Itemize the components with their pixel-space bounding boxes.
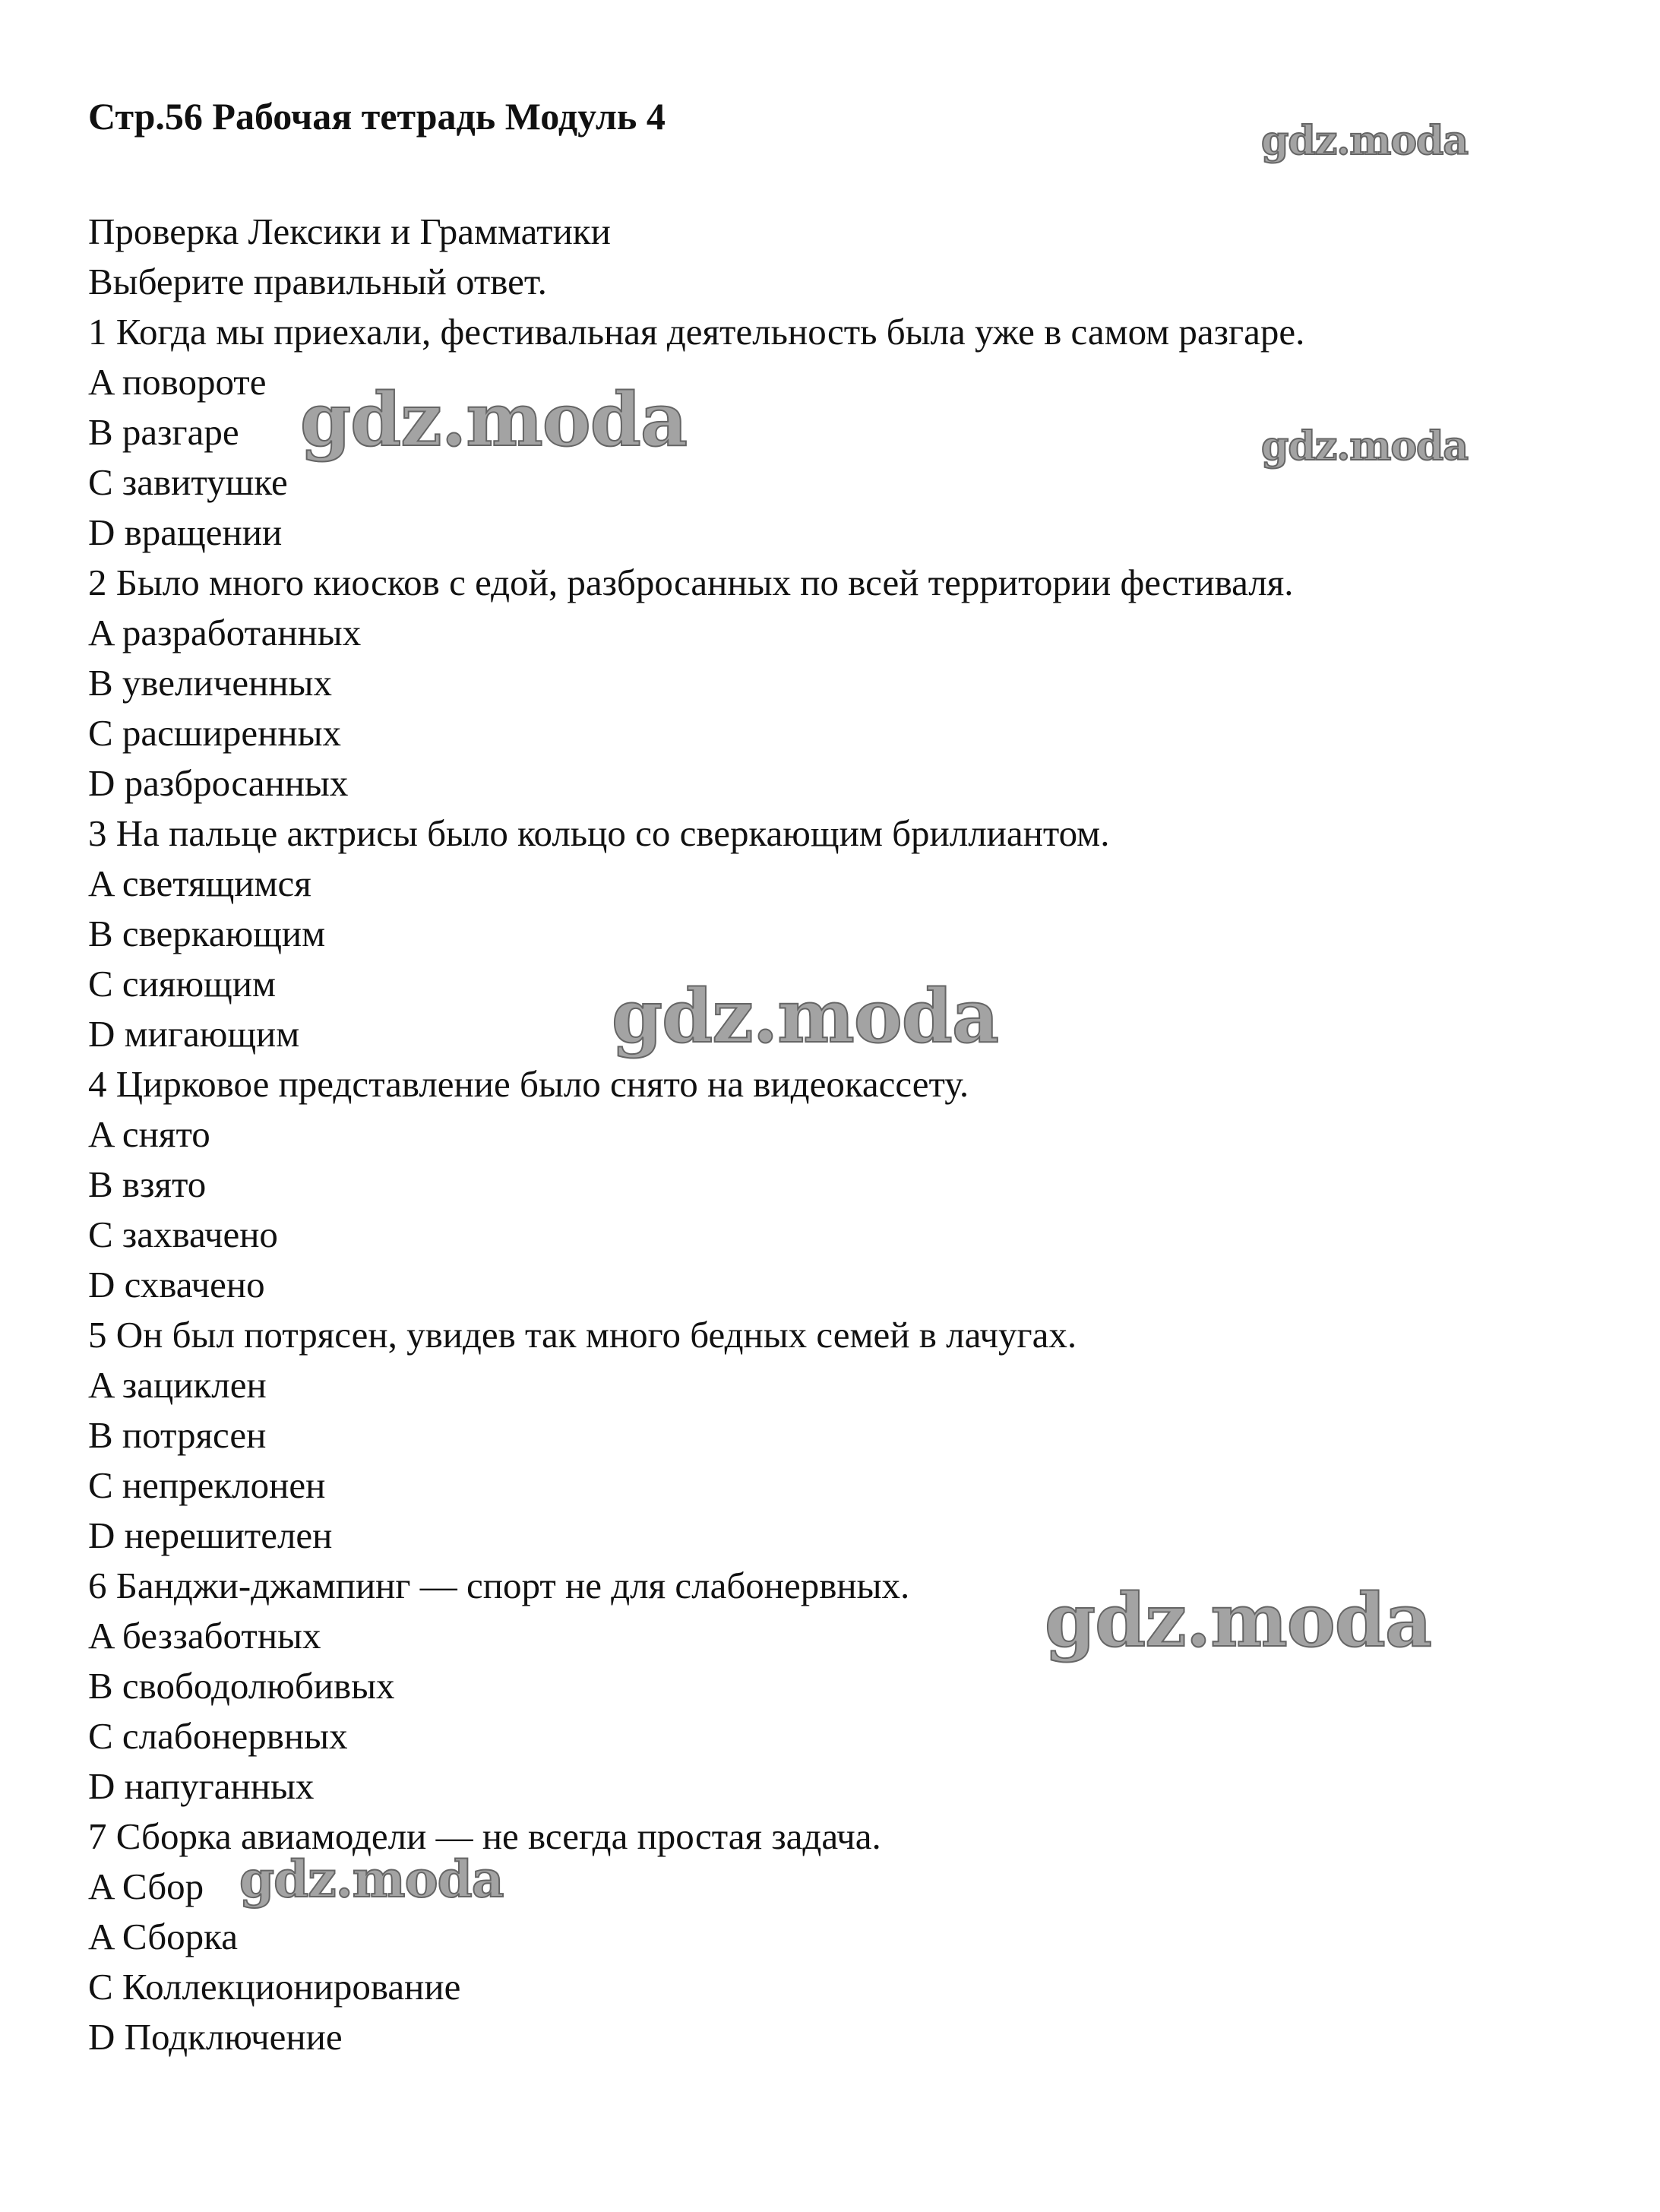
option-6a: A беззаботных <box>88 1615 321 1657</box>
option-5d: D нерешителен <box>88 1514 333 1556</box>
exercise-body <box>88 207 1304 2062</box>
option-1b: B разгаре <box>88 411 239 453</box>
option-7c: C Коллекционирование <box>88 1966 461 2008</box>
watermark: gdz.moda <box>1261 118 1469 164</box>
option-5c: C непреклонен <box>88 1464 326 1506</box>
option-3d: D мигающим <box>88 1013 300 1055</box>
option-5a: A зациклен <box>88 1364 267 1406</box>
question-7: 7 Сборка авиамодели — не всегда простая задача. <box>88 1815 881 1857</box>
instruction: Выберите правильный ответ. <box>88 261 547 302</box>
option-3b: B сверкающим <box>88 913 326 954</box>
option-6c: C слабонервных <box>88 1715 348 1757</box>
option-5b: B потрясен <box>88 1414 267 1456</box>
option-7b: A Сборка <box>88 1916 238 1957</box>
option-7a: A Сбор <box>88 1865 204 1907</box>
page-heading: Стр.56 Рабочая тетрадь Модуль 4 <box>88 95 666 138</box>
question-4: 4 Цирковое представление было снято на видеокассету. <box>88 1063 969 1105</box>
option-6d: D напуганных <box>88 1765 315 1807</box>
option-6b: B свободолюбивых <box>88 1665 395 1707</box>
option-1c: C завитушке <box>88 461 288 503</box>
option-4d: D схвачено <box>88 1264 265 1305</box>
option-2a: A разработанных <box>88 612 362 653</box>
option-1a: A повороте <box>88 361 267 403</box>
question-2: 2 Было много киосков с едой, разбросанных по всей территории фестиваля. <box>88 562 1294 603</box>
option-2c: C расширенных <box>88 712 341 754</box>
option-1d: D вращении <box>88 511 283 553</box>
watermark: gdz.moda <box>300 377 688 463</box>
option-4c: C захвачено <box>88 1214 278 1255</box>
watermark: gdz.moda <box>612 973 999 1059</box>
option-3a: A светящимся <box>88 862 311 904</box>
option-4a: A снято <box>88 1113 210 1155</box>
watermark: gdz.moda <box>239 1850 504 1909</box>
watermark: gdz.moda <box>1045 1578 1432 1663</box>
option-7d: D Подключение <box>88 2016 343 2058</box>
option-2d: D разбросанных <box>88 762 349 804</box>
section-title: Проверка Лексики и Грамматики <box>88 210 611 252</box>
watermark: gdz.moda <box>1261 423 1469 470</box>
question-6: 6 Банджи-джампинг — спорт не для слабонервных. <box>88 1565 910 1606</box>
option-4b: B взято <box>88 1163 207 1205</box>
question-1: 1 Когда мы приехали, фестивальная деятельность была уже в самом разгаре. <box>88 311 1305 353</box>
option-2b: B увеличенных <box>88 662 332 704</box>
question-5: 5 Он был потрясен, увидев так много бедных семей в лачугах. <box>88 1314 1077 1356</box>
question-3: 3 На пальце актрисы было кольцо со сверкающим бриллиантом. <box>88 812 1110 854</box>
option-3c: C сияющим <box>88 963 277 1005</box>
